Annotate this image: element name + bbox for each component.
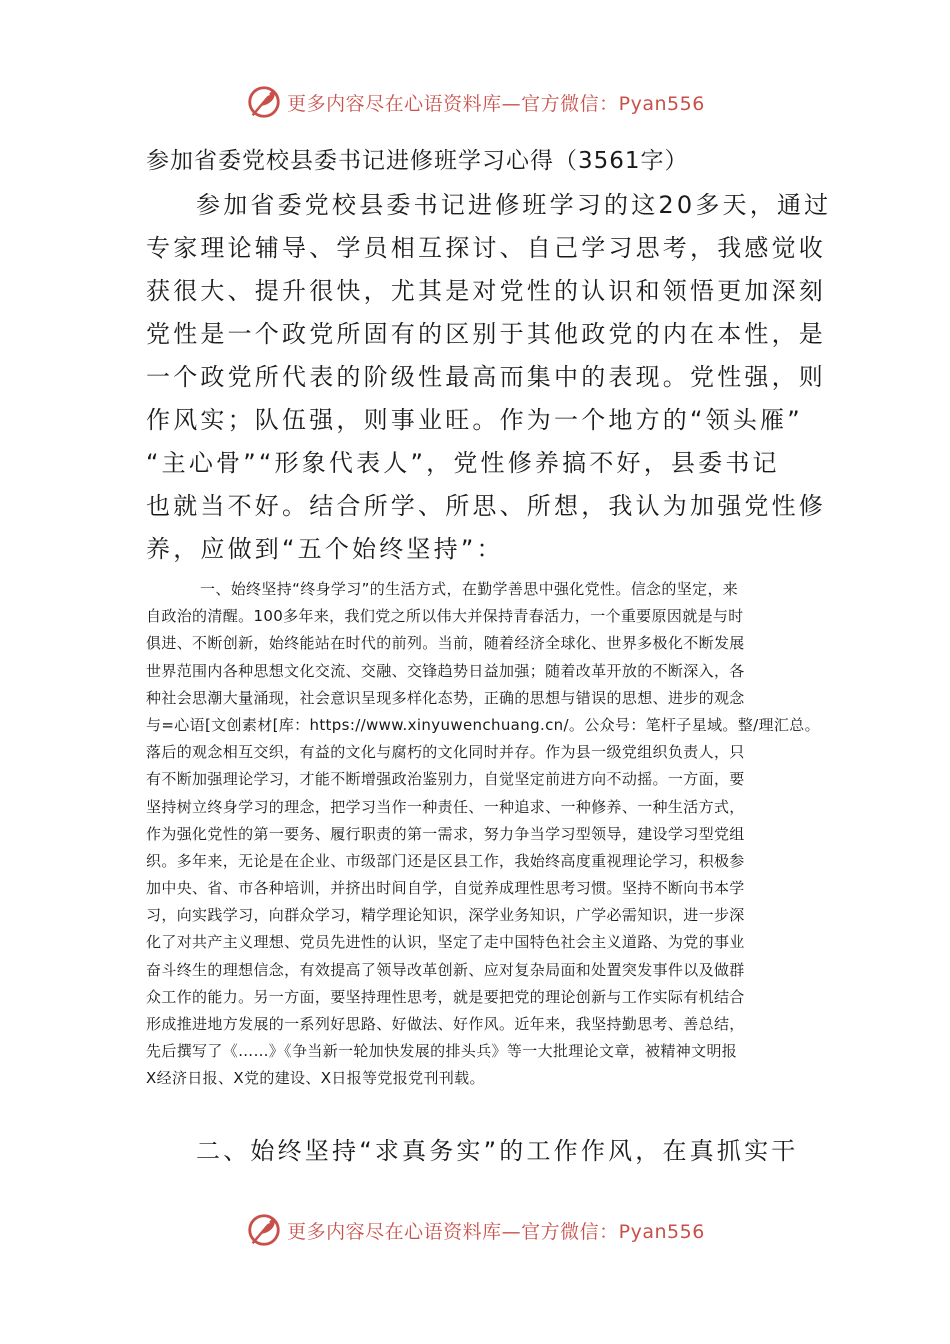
section-1-paragraph [146, 576, 820, 1093]
paragraph-line: 织。多年来，无论是在企业、市级部门还是区县工作，我始终高度重视理论学习，积极参 [146, 851, 745, 870]
intro-paragraph [146, 184, 832, 571]
paragraph-line: 落后的观念相互交织，有益的文化与腐朽的文化同时并存。作为县一级党组织负责人，只 [146, 743, 745, 762]
banner-text: 更多内容尽在心语资料库—官方微信：Pyan556 [287, 92, 705, 115]
paragraph-line: 有不断加强理论学习，才能不断增强政治鉴别力，自觉坚定前进方向不动摇。一方面，要 [146, 770, 745, 789]
paragraph-line: 作为强化党性的第一要务、履行职责的第一需求，努力争当学习型领导，建设学习型党组 [146, 824, 745, 843]
paragraph-line: 自政治的清醒。100多年来，我们党之所以伟大并保持青春活力，一个重要原因就是与时 [146, 607, 744, 626]
paragraph-line: 化了对共产主义理想、党员先进性的认识，坚定了走中国特色社会主义道路、为党的事业 [146, 933, 745, 952]
paragraph-line: 也就当不好。结合所学、所思、所想，我认为加强党性修 [146, 492, 826, 520]
quill-logo-icon [245, 83, 283, 121]
paragraph-line: 俱进、不断创新，始终能站在时代的前列。当前，随着经济全球化、世界多极化不断发展 [146, 634, 745, 653]
quill-logo-icon [245, 1211, 283, 1249]
paragraph-line: 奋斗终生的理想信念，有效提高了领导改革创新、应对复杂局面和处置突发事件以及做群 [146, 960, 745, 979]
paragraph-line: 先后撰写了《……》《争当新一轮加快发展的排头兵》等一大批理论文章，被精神文明报 [146, 1042, 738, 1061]
paragraph-line: 一、始终坚持“终身学习”的生活方式，在勤学善思中强化党性。信念的坚定，来 [200, 580, 739, 598]
paragraph-line: 坚持树立终身学习的理念，把学习当作一种责任、一种追求、一种修养、一种生活方式， [146, 797, 745, 816]
paragraph-line: 专家理论辅导、学员相互探讨、自己学习思考，我感觉收 [146, 234, 826, 262]
paragraph-line: 作风实；队伍强，则事业旺。作为一个地方的“领头雁” [146, 406, 803, 434]
document-title: 参加省委党校县委书记进修班学习心得（3561字） [146, 148, 689, 174]
paragraph-line: 党性是一个政党所固有的区别于其他政党的内在本性，是 [146, 320, 826, 348]
paragraph-line: 习，向实践学习，向群众学习，精学理论知识，深学业务知识，广学必需知识，进一步深 [146, 906, 745, 925]
paragraph-line: 加中央、省、市各种培训，并挤出时间自学，自觉养成理性思考习惯。坚持不断向书本学 [146, 879, 745, 898]
footer-banner [0, 1210, 950, 1250]
paragraph-line: 形成推进地方发展的一系列好思路、好做法、好作风。近年来，我坚持勤思考、善总结， [146, 1015, 745, 1033]
banner-text: 更多内容尽在心语资料库—官方微信：Pyan556 [287, 1220, 705, 1243]
paragraph-line: X经济日报、X党的建设、X日报等党报党刊刊载。 [146, 1069, 485, 1088]
paragraph-line: 养，应做到“五个始终坚持”： [146, 535, 504, 563]
paragraph-line: 一个政党所代表的阶级性最高而集中的表现。党性强，则 [146, 363, 826, 391]
section-2-heading: 二、始终坚持“求真务实”的工作作风，在真抓实干 [196, 1137, 799, 1165]
paragraph-line: 参加省委党校县委书记进修班学习的这20多天，通过 [196, 191, 832, 219]
header-banner [0, 82, 950, 122]
paragraph-line: 与=心语[文创素材[库：https://www.xinyuwenchuang.cn/。公众号：笔杆子星域。整/理汇总。 [146, 715, 820, 734]
paragraph-line: “主心骨”“形象代表人”，党性修养搞不好，县委书记 [146, 449, 780, 477]
paragraph-line: 世界范围内各种思想文化交流、交融、交锋趋势日益加强；随着改革开放的不断深入，各 [146, 661, 745, 680]
paragraph-line: 种社会思潮大量涌现，社会意识呈现多样化态势，正确的思想与错误的思想、进步的观念 [146, 688, 745, 707]
paragraph-line: 获很大、提升很快，尤其是对党性的认识和领悟更加深刻 [146, 277, 826, 305]
paragraph-line: 众工作的能力。另一方面，要坚持理性思考，就是要把党的理论创新与工作实际有机结合 [146, 987, 745, 1006]
